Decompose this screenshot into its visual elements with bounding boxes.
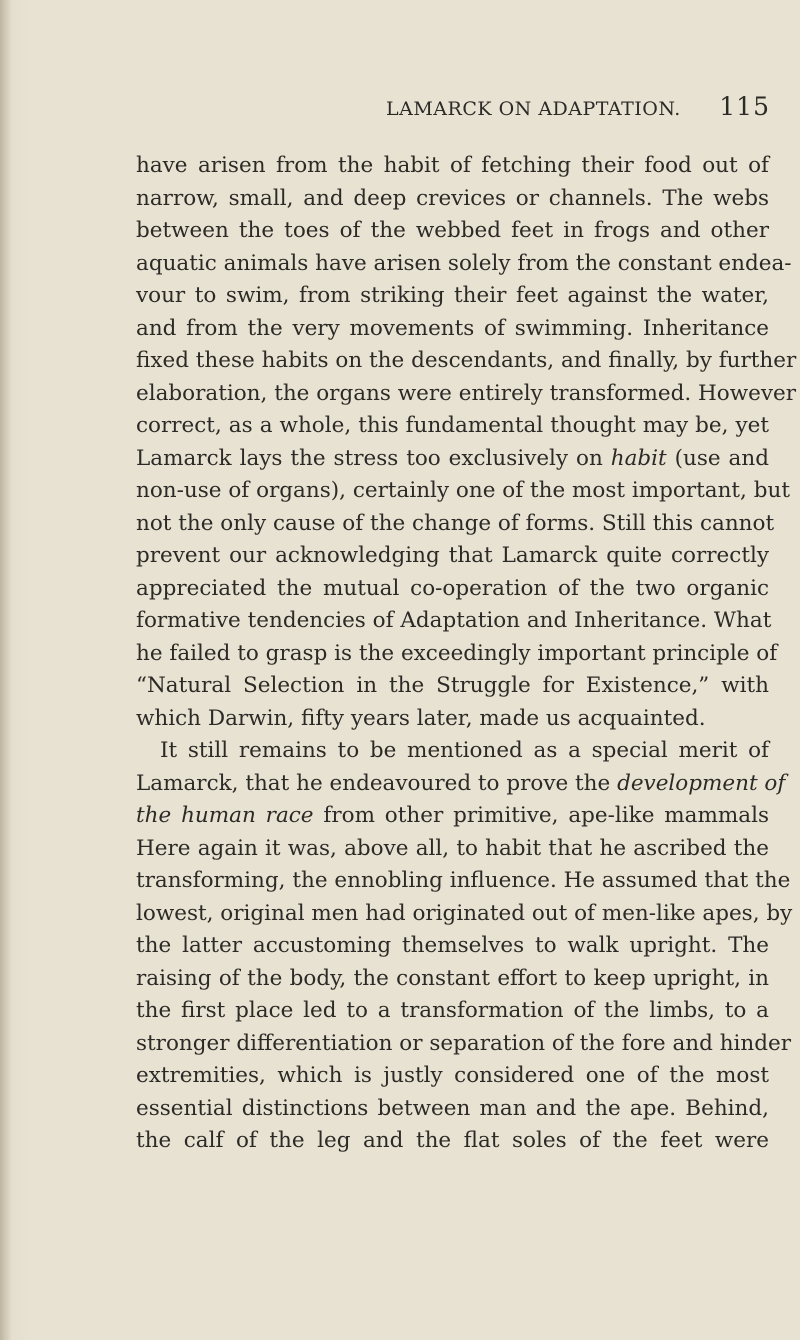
text-line: have arisen from the habit of fetching their food out of	[136, 153, 769, 178]
text-line: fixed these habits on the descendants, and finally, by further	[136, 348, 797, 373]
text-line: non-use of organs), certainly one of the most important, but	[136, 478, 790, 503]
text-line: raising of the body, the constant effort to keep upright, in	[136, 965, 769, 991]
text-line: vour to swim, from striking their feet against the water,	[136, 283, 769, 308]
text-line: the calf of the leg and the flat soles of the feet were	[136, 1128, 769, 1153]
text-segment: Lamarck, that he endeavoured to prove the	[136, 770, 618, 796]
text-line-human-race	[136, 800, 769, 833]
text-line: prevent our acknowledging that Lamarck quite correctly	[136, 543, 769, 568]
text-line: extremities, which is justly considered one of the most	[136, 1063, 769, 1088]
text-line: lowest, original men had originated out of men-like apes, by	[136, 900, 793, 926]
text-line: the latter accustoming themselves to walk upright. The	[136, 933, 769, 958]
text-line: aquatic animals have arisen solely from the constant endea-	[136, 250, 792, 276]
text-line: narrow, small, and deep crevices or channels. The webs	[136, 185, 769, 211]
text-line: correct, as a whole, this fundamental thought may be, yet	[136, 413, 769, 438]
running-head-title: LAMARCK ON ADAPTATION.	[386, 98, 681, 120]
text-line: not the only cause of the change of forms. Still this cannot	[136, 510, 775, 536]
text-line: stronger differentiation or separation of the fore and hinder	[136, 1030, 792, 1056]
text-line: he failed to grasp is the exceedingly important principle of	[136, 640, 778, 666]
page-number: 115	[719, 92, 770, 121]
italic-the-human-race: the human race	[136, 803, 314, 828]
text-line: It still remains to be mentioned as a special merit of	[160, 738, 769, 763]
text-line: essential distinctions between man and the ape. Behind,	[136, 1095, 769, 1121]
text-line: formative tendencies of Adaptation and Inheritance. What	[136, 608, 772, 633]
italic-development-of: development of	[617, 770, 786, 796]
text-line: which Darwin, fifty years later, made us acquainted.	[136, 705, 706, 731]
text-segment: from other primitive, ape-like mammals	[313, 803, 769, 828]
text-segment: Lamarck lays the stress too exclusively on	[136, 445, 611, 471]
text-line: elaboration, the organs were entirely transformed. However	[136, 380, 796, 406]
text-line: Here again it was, above all, to habit that he ascribed the	[136, 835, 769, 861]
italic-habit: habit	[610, 445, 667, 471]
text-line: “Natural Selection in the Struggle for Existence,” with	[136, 673, 769, 698]
text-line: and from the very movements of swimming. Inheritance	[136, 315, 769, 341]
text-line: appreciated the mutual co-operation of the two organic	[136, 575, 769, 601]
gutter-shadow	[0, 0, 12, 1340]
running-head	[120, 92, 770, 132]
text-segment: (use and	[666, 445, 769, 471]
text-line-habit	[136, 443, 769, 476]
body-text	[136, 150, 797, 1158]
text-line: the first place led to a transformation of the limbs, to a	[136, 998, 769, 1023]
text-line: transforming, the ennobling influence. He assumed that the	[136, 868, 791, 893]
text-line: between the toes of the webbed feet in frogs and other	[136, 218, 769, 243]
text-line-development	[136, 768, 786, 801]
